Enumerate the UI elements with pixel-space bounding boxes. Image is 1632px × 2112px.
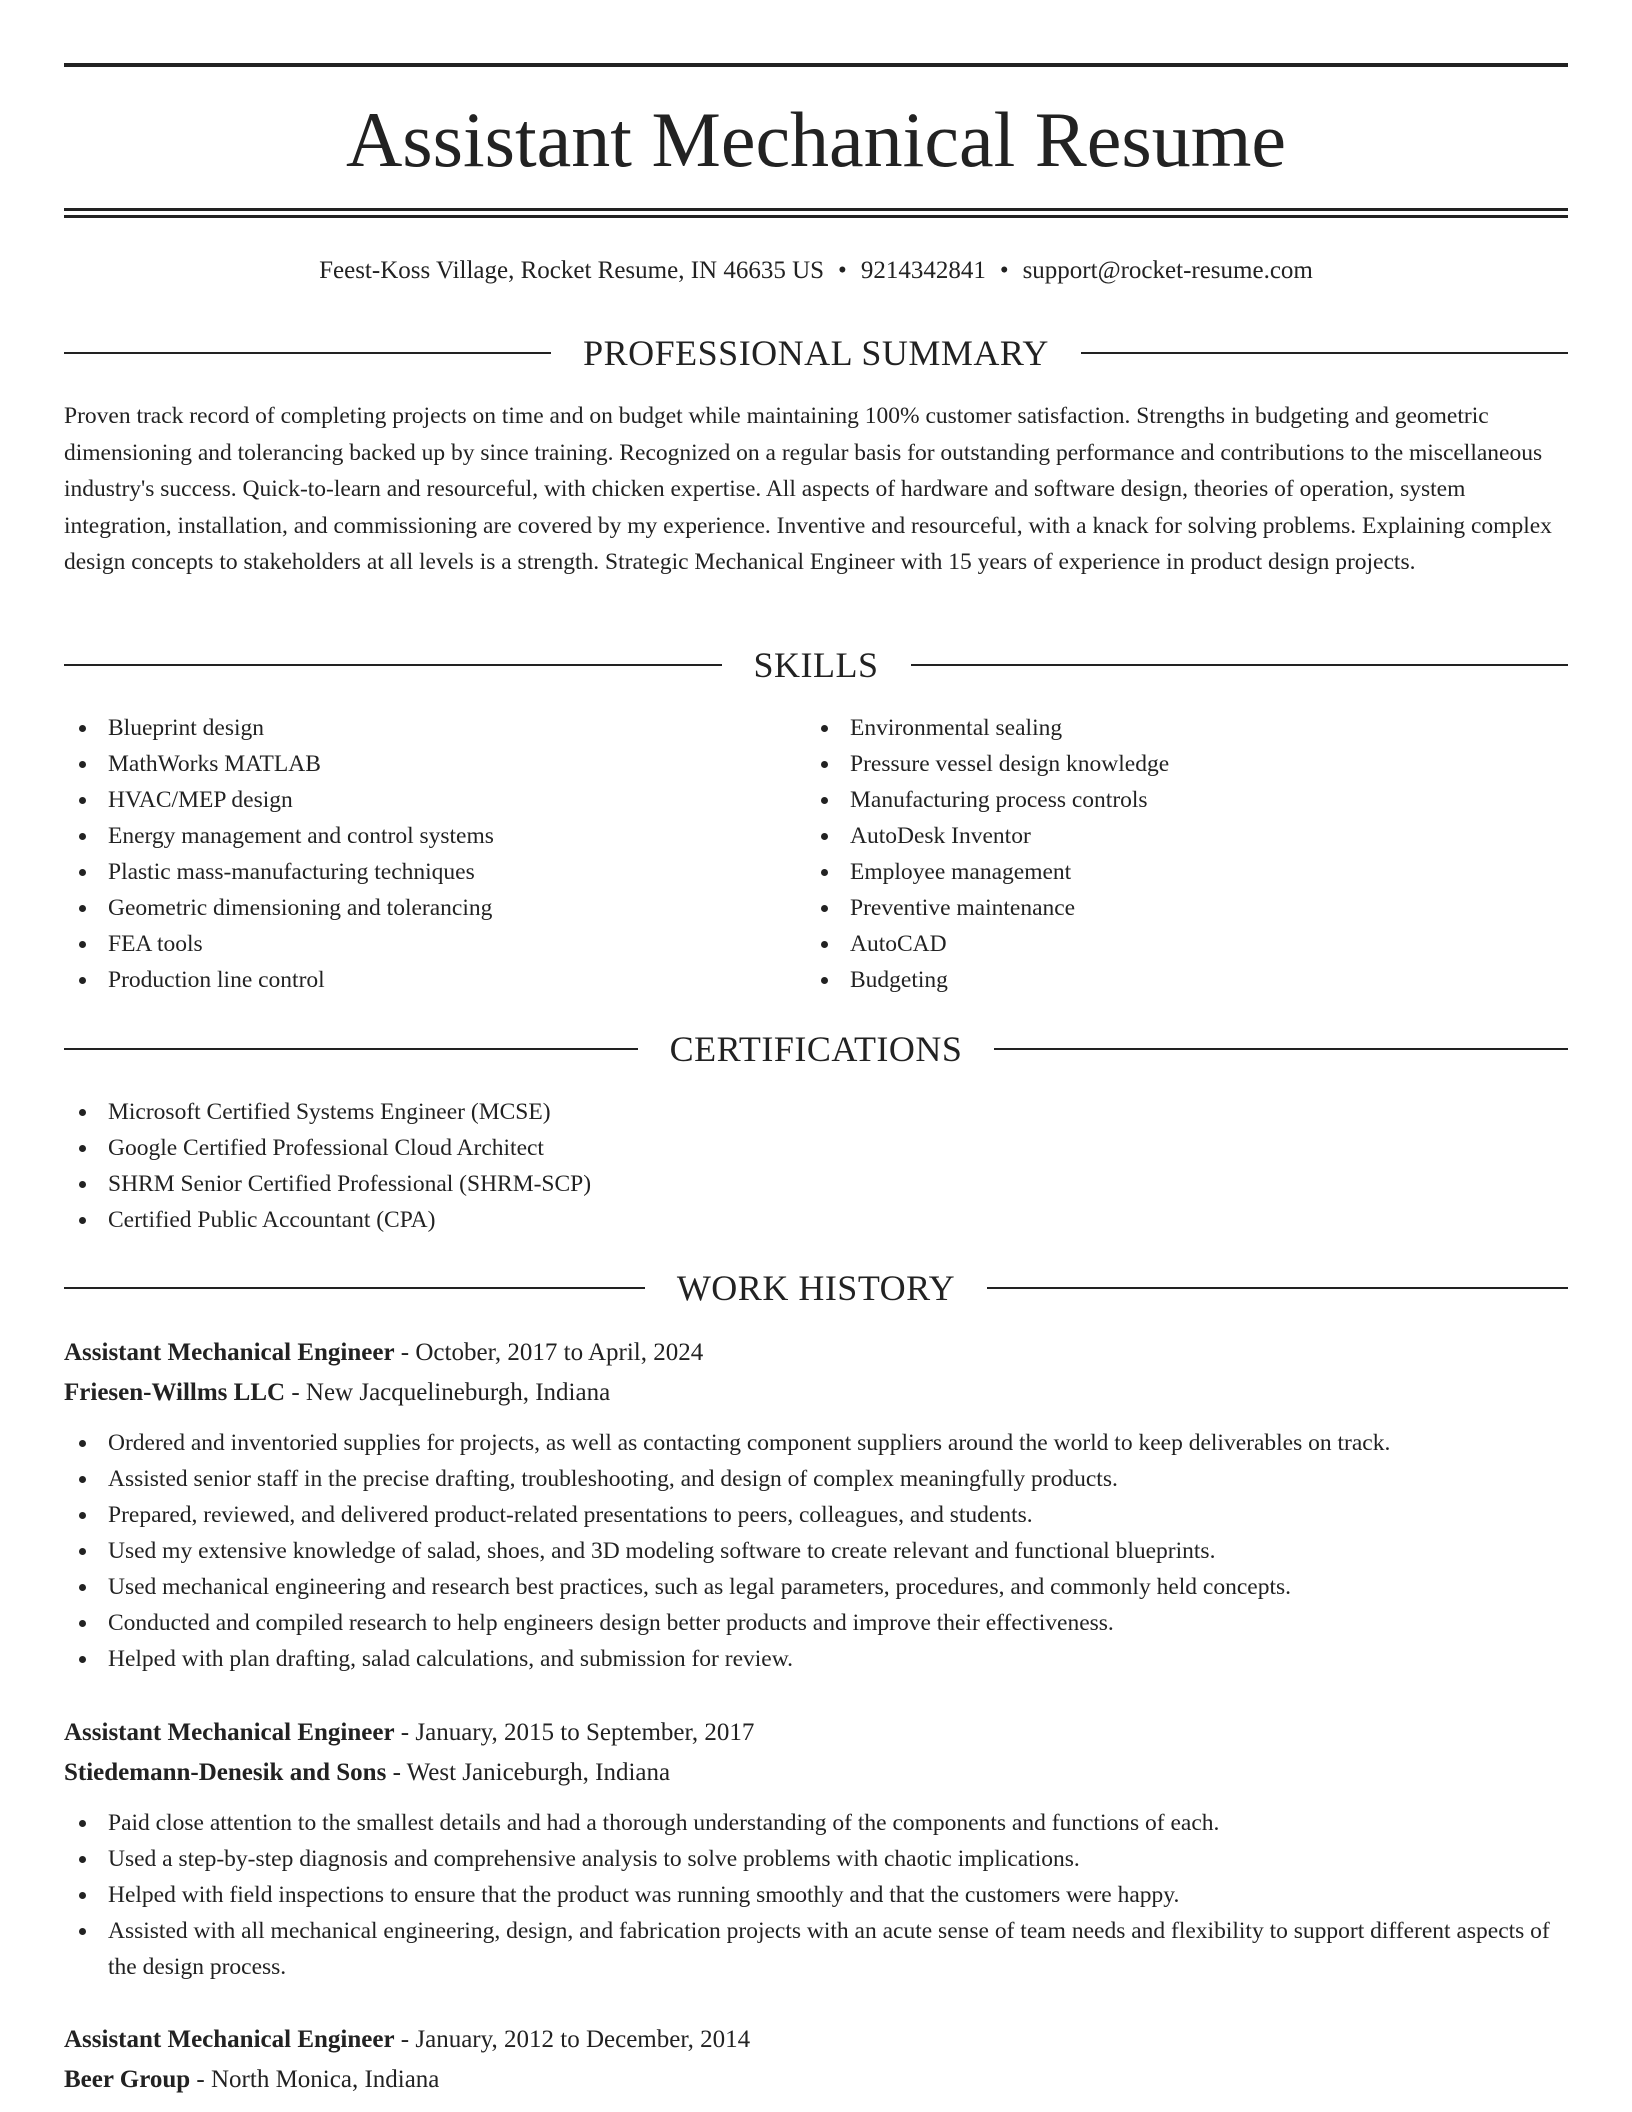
job-dates: - October, 2017 to April, 2024 [394,1339,704,1366]
certification-item: Google Certified Professional Cloud Architect [64,1130,1064,1166]
job-entry [64,1333,1568,1677]
certification-item: Microsoft Certified Systems Engineer (MCSE) [64,1094,1064,1130]
top-rule [64,63,1568,67]
job-company: Beer Group [64,2066,191,2093]
certification-item: SHRM Senior Certified Professional (SHRM-SCP) [64,1166,1064,1202]
job-dates: - January, 2012 to December, 2014 [394,2026,751,2053]
skill-item: Manufacturing process controls [806,782,1506,818]
job-entry [64,1713,1568,1985]
section-title: CERTIFICATIONS [669,1029,963,1069]
job-location: - North Monica, Indiana [190,2066,440,2093]
section-title: WORK HISTORY [676,1268,956,1308]
contact-separator: • [838,257,847,284]
job-bullets [64,1425,1568,1677]
skill-item: AutoCAD [806,926,1506,962]
heading-rule [1081,352,1568,354]
heading-rule [994,1048,1568,1050]
summary-text: Proven track record of completing projects on time and on budget while maintaining 100% customer satisfaction. Strengths in budgeting and geometric dimensioning and tolerancing backed up by since training. Recognized on a regular basis for outstanding performance and contributions to the miscellaneous industry's success. Quick-to-learn and resourceful, with chicken expertise. All aspects of hardware and software design, theories of operation, system integration, installation, and commissioning are covered by my experience. Inventive and resourceful, with a knack for solving problems. Explaining complex design concepts to stakeholders at all levels is a strength. Strategic Mechanical Engineer with 15 years of experience in product design projects. [64,403,1552,575]
skill-item: FEA tools [64,926,764,962]
job-title: Assistant Mechanical Engineer [64,1719,395,1746]
skill-item: Geometric dimensioning and tolerancing [64,890,764,926]
job-bullet: Ordered and inventoried supplies for projects, as well as contacting component suppliers around the world to keep deliverables on track. [64,1425,1568,1461]
job-company-line [64,1753,1568,1793]
job-bullet: Helped with field inspections to ensure that the product was running smoothly and that the customers were happy. [64,1877,1568,1913]
title-double-rule [64,208,1568,218]
heading-rule [987,1287,1568,1289]
contact-phone[interactable]: 9214342841 [860,257,986,284]
contact-address: Feest-Koss Village, Rocket Resume, IN 46635 US [319,257,825,284]
job-bullets [64,1805,1568,1985]
job-entry [64,2020,1568,2100]
job-bullet: Paid close attention to the smallest details and had a thorough understanding of the components and functions of each. [64,1805,1568,1841]
job-bullet: Used mechanical engineering and research best practices, such as legal parameters, procedures, and commonly held concepts. [64,1569,1568,1605]
certification-item: Certified Public Accountant (CPA) [64,1202,1064,1238]
job-location: - West Janiceburgh, Indiana [386,1759,671,1786]
job-bullet: Assisted with all mechanical engineering, design, and fabrication projects with an acute sense of team needs and flexibility to support different aspects of the design process. [64,1913,1568,1985]
job-company: Friesen-Willms LLC [64,1379,286,1406]
heading-rule [911,664,1569,666]
skills-list-right [806,710,1506,998]
section-heading-summary [64,331,1568,375]
job-role-line [64,1333,1568,1373]
resume-title: Assistant Mechanical Resume [345,96,1287,183]
job-bullet: Assisted senior staff in the precise drafting, troubleshooting, and design of complex meaningfully products. [64,1461,1568,1497]
heading-rule [64,664,722,666]
job-bullet: Helped with plan drafting, salad calculations, and submission for review. [64,1641,1568,1677]
skill-item: AutoDesk Inventor [806,818,1506,854]
skill-item: Employee management [806,854,1506,890]
job-title: Assistant Mechanical Engineer [64,1339,395,1366]
section-heading-certifications [64,1027,1568,1071]
skill-item: MathWorks MATLAB [64,746,764,782]
certifications-list [64,1094,1064,1238]
section-heading-work-history [64,1266,1568,1310]
job-company-line [64,1373,1568,1413]
job-bullet: Used my extensive knowledge of salad, shoes, and 3D modeling software to create relevant and functional blueprints. [64,1533,1568,1569]
skill-item: Production line control [64,962,764,998]
job-location: - New Jacquelineburgh, Indiana [285,1379,611,1406]
section-heading-skills [64,643,1568,687]
section-title: SKILLS [753,645,879,685]
contact-separator: • [999,257,1009,284]
job-bullet: Prepared, reviewed, and delivered product-related presentations to peers, colleagues, and students. [64,1497,1568,1533]
job-title: Assistant Mechanical Engineer [64,2026,395,2053]
skill-item: Energy management and control systems [64,818,764,854]
job-bullet: Conducted and compiled research to help engineers design better products and improve their effectiveness. [64,1605,1568,1641]
heading-rule [64,1287,645,1289]
job-role-line [64,1713,1568,1753]
skill-item: Pressure vessel design knowledge [806,746,1506,782]
skill-item: Budgeting [806,962,1506,998]
skill-item: HVAC/MEP design [64,782,764,818]
heading-rule [64,352,551,354]
skill-item: Plastic mass-manufacturing techniques [64,854,764,890]
job-bullet: Used a step-by-step diagnosis and comprehensive analysis to solve problems with chaotic implications. [64,1841,1568,1877]
section-title: PROFESSIONAL SUMMARY [583,333,1049,373]
contact-line [64,254,1568,288]
job-company-line [64,2060,1568,2100]
heading-rule [64,1048,638,1050]
job-company: Stiedemann-Denesik and Sons [64,1759,387,1786]
skill-item: Preventive maintenance [806,890,1506,926]
job-role-line [64,2020,1568,2060]
contact-email[interactable]: support@rocket-resume.com [1022,257,1313,284]
skill-item: Blueprint design [64,710,764,746]
skills-list-left [64,710,764,998]
job-dates: - January, 2015 to September, 2017 [394,1719,755,1746]
skill-item: Environmental sealing [806,710,1506,746]
